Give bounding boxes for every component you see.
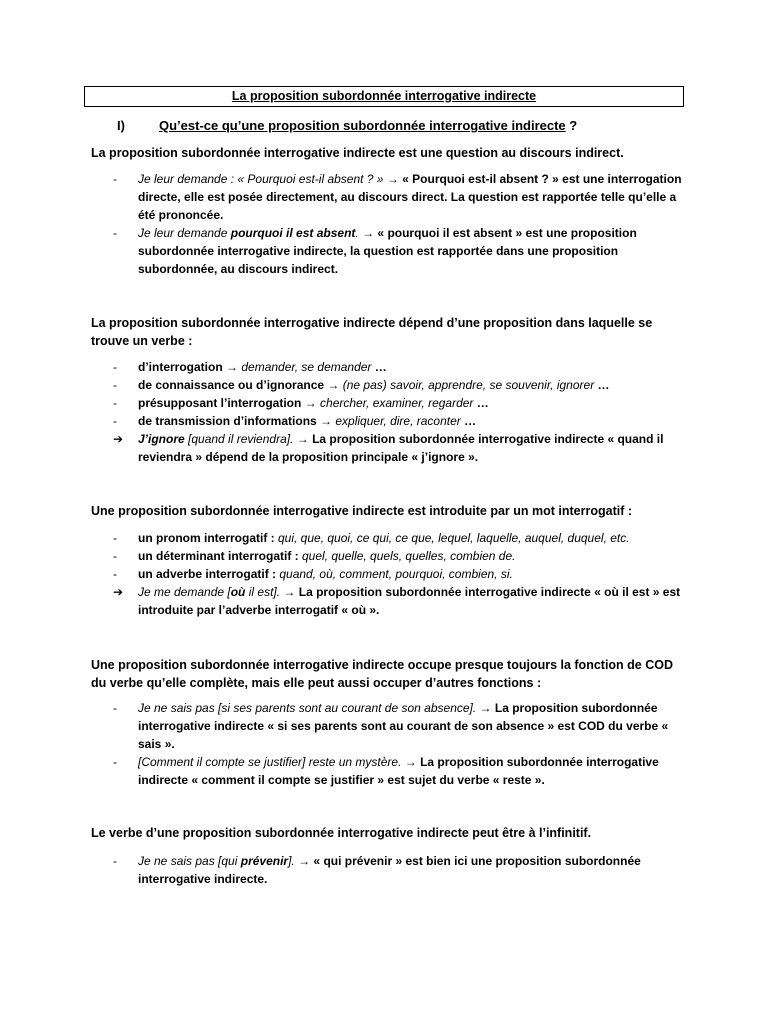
word-examples: quel, quelle, quels, quelles, combien de. bbox=[298, 549, 516, 563]
bullet-dash: - bbox=[113, 360, 117, 374]
example-italic: Je leur demande : « Pourquoi est-il absent ? » bbox=[138, 172, 384, 186]
verb-category: de transmission d’informations bbox=[138, 414, 317, 428]
paragraph-5: Le verbe d’une proposition subordonnée interrogative indirecte peut être à l’infinitif. bbox=[91, 826, 592, 840]
example-italic: ]. bbox=[288, 854, 295, 868]
word-type: un adverbe interrogatif : bbox=[138, 567, 277, 581]
bullet-dash: - bbox=[113, 414, 117, 428]
bullet-dash: - bbox=[113, 396, 117, 410]
arrow-bullet-icon: ➔ bbox=[113, 585, 124, 599]
bullet-dash: - bbox=[113, 226, 117, 240]
arrow-icon: → bbox=[324, 378, 343, 392]
word-examples: quand, où, comment, pourquoi, combien, si. bbox=[276, 567, 513, 581]
example-explanation: → « pourquoi il est absent » est une proposition subordonnée interrogative indirecte, la question est rapportée dans une proposition subordonnée, au discours indirect. bbox=[138, 226, 637, 276]
section-title-end: ? bbox=[565, 118, 578, 133]
verb-examples: demander, se demander bbox=[241, 360, 372, 374]
arrow-icon: → bbox=[301, 396, 321, 410]
arrow-icon: → bbox=[316, 414, 336, 428]
example-explanation: → La proposition subordonnée interrogative indirecte « si ses parents sont au courant de son absence » est COD du verbe « sais ». bbox=[138, 701, 669, 751]
example-italic: Je me demande [ bbox=[138, 585, 231, 599]
word-type: un pronom interrogatif : bbox=[138, 531, 275, 545]
example-highlight: où bbox=[230, 585, 246, 599]
example-explanation: → La proposition subordonnée interrogative indirecte « comment il compte se justifier » est sujet du verbe « reste ». bbox=[138, 755, 659, 787]
verb-examples: chercher, examiner, regarder bbox=[320, 396, 474, 410]
example-highlight: pourquoi il est absent bbox=[230, 226, 356, 240]
ellipsis: … bbox=[594, 378, 610, 392]
bullet-dash: - bbox=[113, 854, 117, 868]
bullet-dash: - bbox=[113, 755, 117, 769]
verb-examples: expliquer, dire, raconter bbox=[335, 414, 461, 428]
section-title: Qu’est-ce qu’une proposition subordonnée interrogative indirecte bbox=[159, 118, 566, 133]
verb-category: d’interrogation bbox=[138, 360, 223, 374]
bullet-dash: - bbox=[113, 172, 117, 186]
example-highlight: prévenir bbox=[240, 854, 289, 868]
example-italic: [quand il reviendra]. bbox=[184, 432, 294, 446]
ellipsis: … bbox=[473, 396, 489, 410]
example-italic: Je leur demande bbox=[138, 226, 231, 240]
bullet-dash: - bbox=[113, 567, 117, 581]
paragraph-2: La proposition subordonnée interrogative indirecte dépend d’une proposition dans laquelle se trouve un verbe : bbox=[91, 316, 653, 348]
word-examples: qui, que, quoi, ce qui, ce que, lequel, laquelle, auquel, duquel, etc. bbox=[274, 531, 630, 545]
example-explanation: → La proposition subordonnée interrogative indirecte « quand il reviendra » dépend de la proposition principale « j’ignore ». bbox=[138, 432, 664, 464]
example-highlight: J’ignore bbox=[138, 432, 185, 446]
example-italic: Je ne sais pas [si ses parents sont au courant de son absence]. bbox=[138, 701, 477, 715]
example-explanation: → « qui prévenir » est bien ici une proposition subordonnée interrogative indirecte. bbox=[138, 854, 641, 886]
example-italic: il est]. bbox=[245, 585, 281, 599]
document-title: La proposition subordonnée interrogative indirecte bbox=[84, 86, 684, 107]
bullet-dash: - bbox=[113, 701, 117, 715]
example-italic: [Comment il compte se justifier] reste un mystère. bbox=[138, 755, 402, 769]
bullet-dash: - bbox=[113, 531, 117, 545]
arrow-icon: → bbox=[222, 360, 242, 374]
paragraph-3: Une proposition subordonnée interrogative indirecte est introduite par un mot interrogatif : bbox=[91, 504, 633, 518]
example-italic: . bbox=[355, 226, 359, 240]
section-heading bbox=[117, 118, 577, 133]
bullet-dash: - bbox=[113, 549, 117, 563]
paragraph-4: Une proposition subordonnée interrogative indirecte occupe presque toujours la fonction de COD du verbe qu’elle complète, mais elle peut aussi occuper d’autres fonctions : bbox=[91, 658, 674, 690]
bullet-dash: - bbox=[113, 378, 117, 392]
verb-category: de connaissance ou d’ignorance bbox=[138, 378, 325, 392]
arrow-bullet-icon: ➔ bbox=[113, 432, 124, 446]
example-italic: Je ne sais pas [qui bbox=[138, 854, 241, 868]
verb-category: présupposant l’interrogation bbox=[138, 396, 302, 410]
example-explanation: → La proposition subordonnée interrogative indirecte « où il est » est introduite par l’adverbe interrogatif « où ». bbox=[138, 585, 681, 617]
verb-examples: (ne pas) savoir, apprendre, se souvenir, ignorer bbox=[342, 378, 595, 392]
section-number: I) bbox=[117, 118, 125, 133]
ellipsis: … bbox=[371, 360, 387, 374]
paragraph-1: La proposition subordonnée interrogative indirecte est une question au discours indirect. bbox=[91, 146, 624, 160]
word-type: un déterminant interrogatif : bbox=[138, 549, 299, 563]
example-explanation: → « Pourquoi est-il absent ? » est une interrogation directe, elle est posée directement, au discours direct. La question est rapportée telle qu’elle a été prononcée. bbox=[138, 172, 682, 222]
ellipsis: … bbox=[460, 414, 477, 428]
